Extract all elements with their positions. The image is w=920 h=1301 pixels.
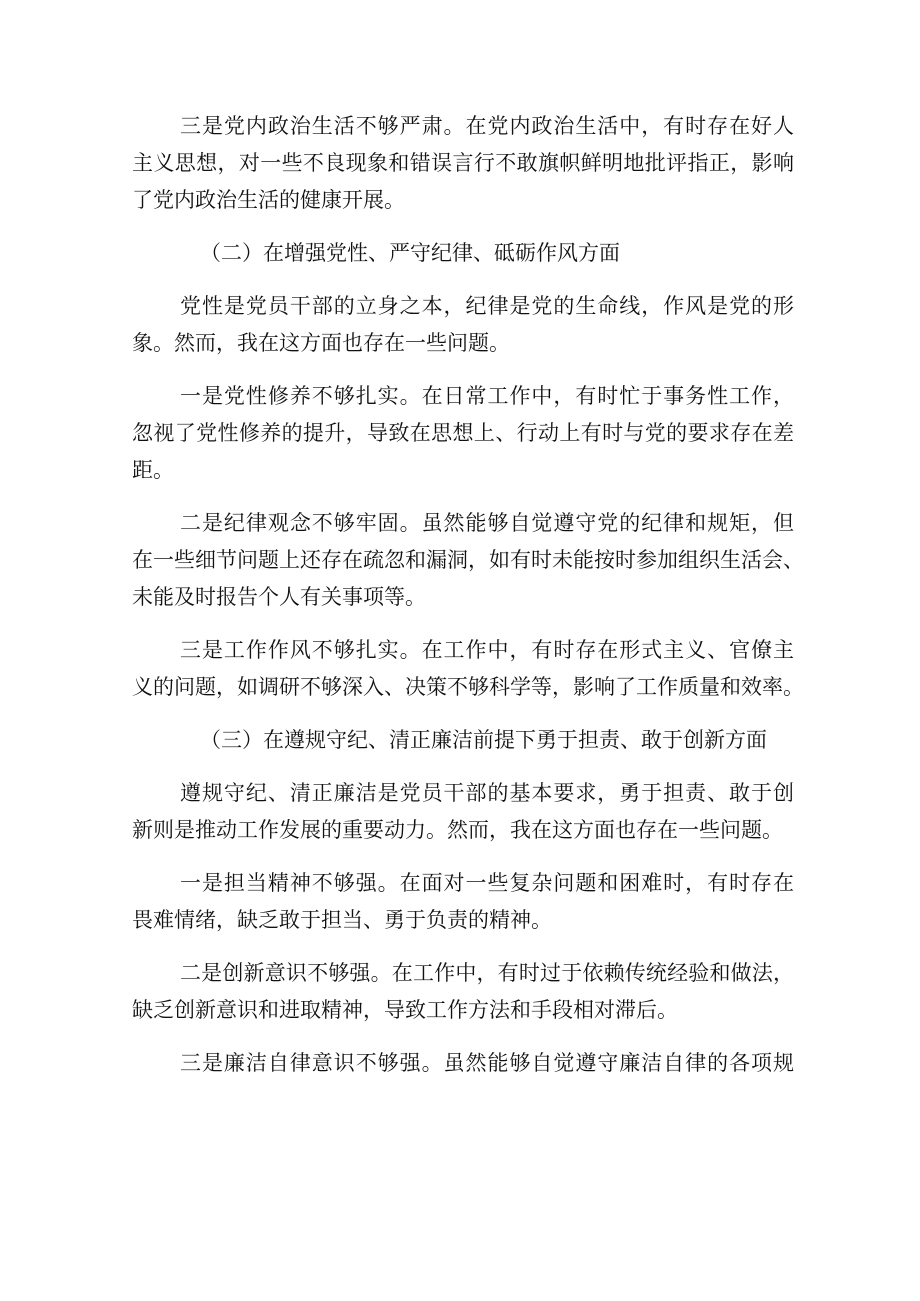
text-line: 未能及时报告个人有关事项等。 <box>132 585 426 609</box>
paragraph-party-life <box>132 108 794 219</box>
text-line: 遵规守纪、清正廉洁是党员干部的基本要求，勇于担责、敢于创 <box>180 781 794 805</box>
paragraph-responsibility <box>132 865 794 939</box>
text-line: 象。然而，我在这方面也存在一些问题。 <box>132 331 510 355</box>
paragraph-party-spirit-cultivation <box>132 378 794 489</box>
paragraph-innovation <box>132 955 794 1029</box>
text-line: 三是工作作风不够扎实。在工作中，有时存在形式主义、官僚主 <box>180 638 794 662</box>
document-body <box>132 108 804 1082</box>
text-line: 距。 <box>132 458 174 482</box>
text-line: 缺乏创新意识和进取精神，导致工作方法和手段相对滞后。 <box>132 998 678 1022</box>
text-line: 新则是推动工作发展的重要动力。然而，我在这方面也存在一些问题。 <box>132 818 783 842</box>
text-line: 忽视了党性修养的提升，导致在思想上、行动上有时与党的要求存在差 <box>132 421 794 445</box>
text-line: 三是党内政治生活不够严肃。在党内政治生活中，有时存在好人 <box>180 114 794 138</box>
text-line: 主义思想，对一些不良现象和错误言行不敢旗帜鲜明地批评指正，影响 <box>132 151 794 175</box>
text-line: 一是党性修养不够扎实。在日常工作中，有时忙于事务性工作， <box>180 384 794 408</box>
text-line: 党性是党员干部的立身之本，纪律是党的生命线，作风是党的形 <box>180 294 794 318</box>
paragraph-work-style <box>132 632 804 706</box>
text-line: 二是创新意识不够强。在工作中，有时过于依赖传统经验和做法， <box>180 961 794 985</box>
text-line: 一是担当精神不够强。在面对一些复杂问题和困难时，有时存在 <box>180 871 794 895</box>
text-line: 三是廉洁自律意识不够强。虽然能够自觉遵守廉洁自律的各项规 <box>180 1051 794 1075</box>
text-line: 了党内政治生活的健康开展。 <box>132 188 405 212</box>
paragraph-self-discipline <box>132 1045 794 1082</box>
text-line: 二是纪律观念不够牢固。虽然能够自觉遵守党的纪律和规矩，但 <box>180 511 794 535</box>
text-line: 在一些细节问题上还存在疏忽和漏洞，如有时未能按时参加组织生活会、 <box>132 548 804 572</box>
section-heading-3: （三）在遵规守纪、清正廉洁前提下勇于担责、敢于创新方面 <box>200 728 767 752</box>
paragraph-party-spirit-intro <box>132 288 794 362</box>
paragraph-integrity-intro <box>132 775 794 849</box>
text-line: 义的问题，如调研不够深入、决策不够科学等，影响了工作质量和效率。 <box>132 675 804 699</box>
section-heading-2: （二）在增强党性、严守纪律、砥砺作风方面 <box>200 241 620 265</box>
paragraph-discipline <box>132 505 804 616</box>
text-line: 畏难情绪，缺乏敢于担当、勇于负责的精神。 <box>132 908 552 932</box>
